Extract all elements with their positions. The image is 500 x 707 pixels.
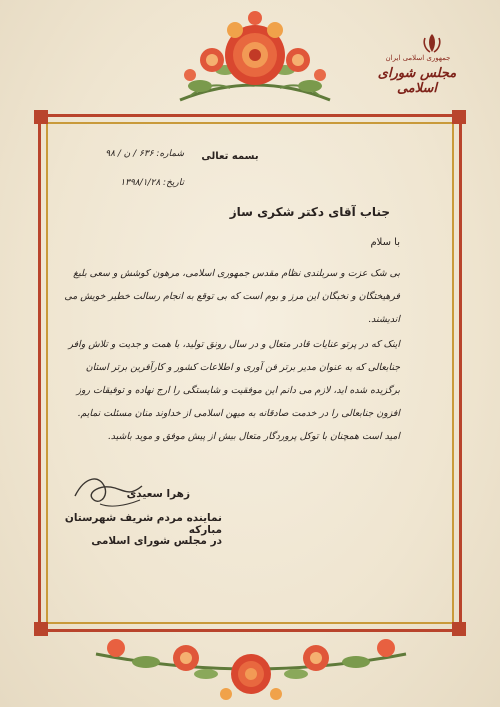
body-paragraph-1: بی شک عزت و سربلندی نظام مقدس جمهوری اسلامی، مرهون کوشش و سعی بلیغ فرهیختگان و نخبگان این مرز و بوم است که بی توقع به انجام رسالت خطیر خویش می اندیشند. bbox=[64, 268, 400, 325]
emblem-title: مجلس شورای اسلامی bbox=[377, 66, 457, 96]
letter-number: شماره: ۶۳۶ / ن / ۹۸ bbox=[105, 149, 184, 159]
emblem-subtitle: جمهوری اسلامی ایران bbox=[385, 54, 451, 62]
greeting: با سلام bbox=[370, 237, 400, 248]
letter-date: تاریخ: ۱۳۹۸/۱/۲۸ bbox=[120, 178, 184, 188]
frame-corner bbox=[452, 622, 466, 636]
emblem-logo-icon bbox=[420, 32, 444, 54]
frame-corner bbox=[34, 622, 48, 636]
floral-ornament-bottom bbox=[86, 624, 416, 707]
signatory-name: زهرا سعیدی bbox=[126, 488, 190, 500]
floral-ornament-top bbox=[170, 0, 340, 112]
parliament-emblem bbox=[378, 32, 458, 94]
invocation: بسمه تعالی bbox=[201, 151, 259, 162]
body-paragraph-2: اینک که در پرتو عنایات قادر متعال و در سال رونق تولید، با همت و جدیت و تلاش وافر جنابعالی که به عنوان مدیر برتر فن آوری و اطلاعات کشور و کارآفرین برتر استان برگزیده شده اید، لازم می دانم این موفقیت و شایستگی را ارج نهاده و توفیقات روز افزون جنابعالی را در خدمت صادقانه به میهن اسلامی از خداوند منان مسئلت نمایم. امید است همچنان با توکل پروردگار متعال بیش از پیش موفق و موید باشید. bbox=[68, 339, 400, 442]
signatory-title-line1: نماینده مردم شریف شهرستان مبارکه bbox=[64, 512, 222, 536]
recipient: جناب آقای دکتر شکری ساز bbox=[229, 205, 390, 219]
frame-corner bbox=[34, 110, 48, 124]
frame-corner bbox=[452, 110, 466, 124]
signatory-title-line2: در مجلس شورای اسلامی bbox=[91, 535, 222, 547]
